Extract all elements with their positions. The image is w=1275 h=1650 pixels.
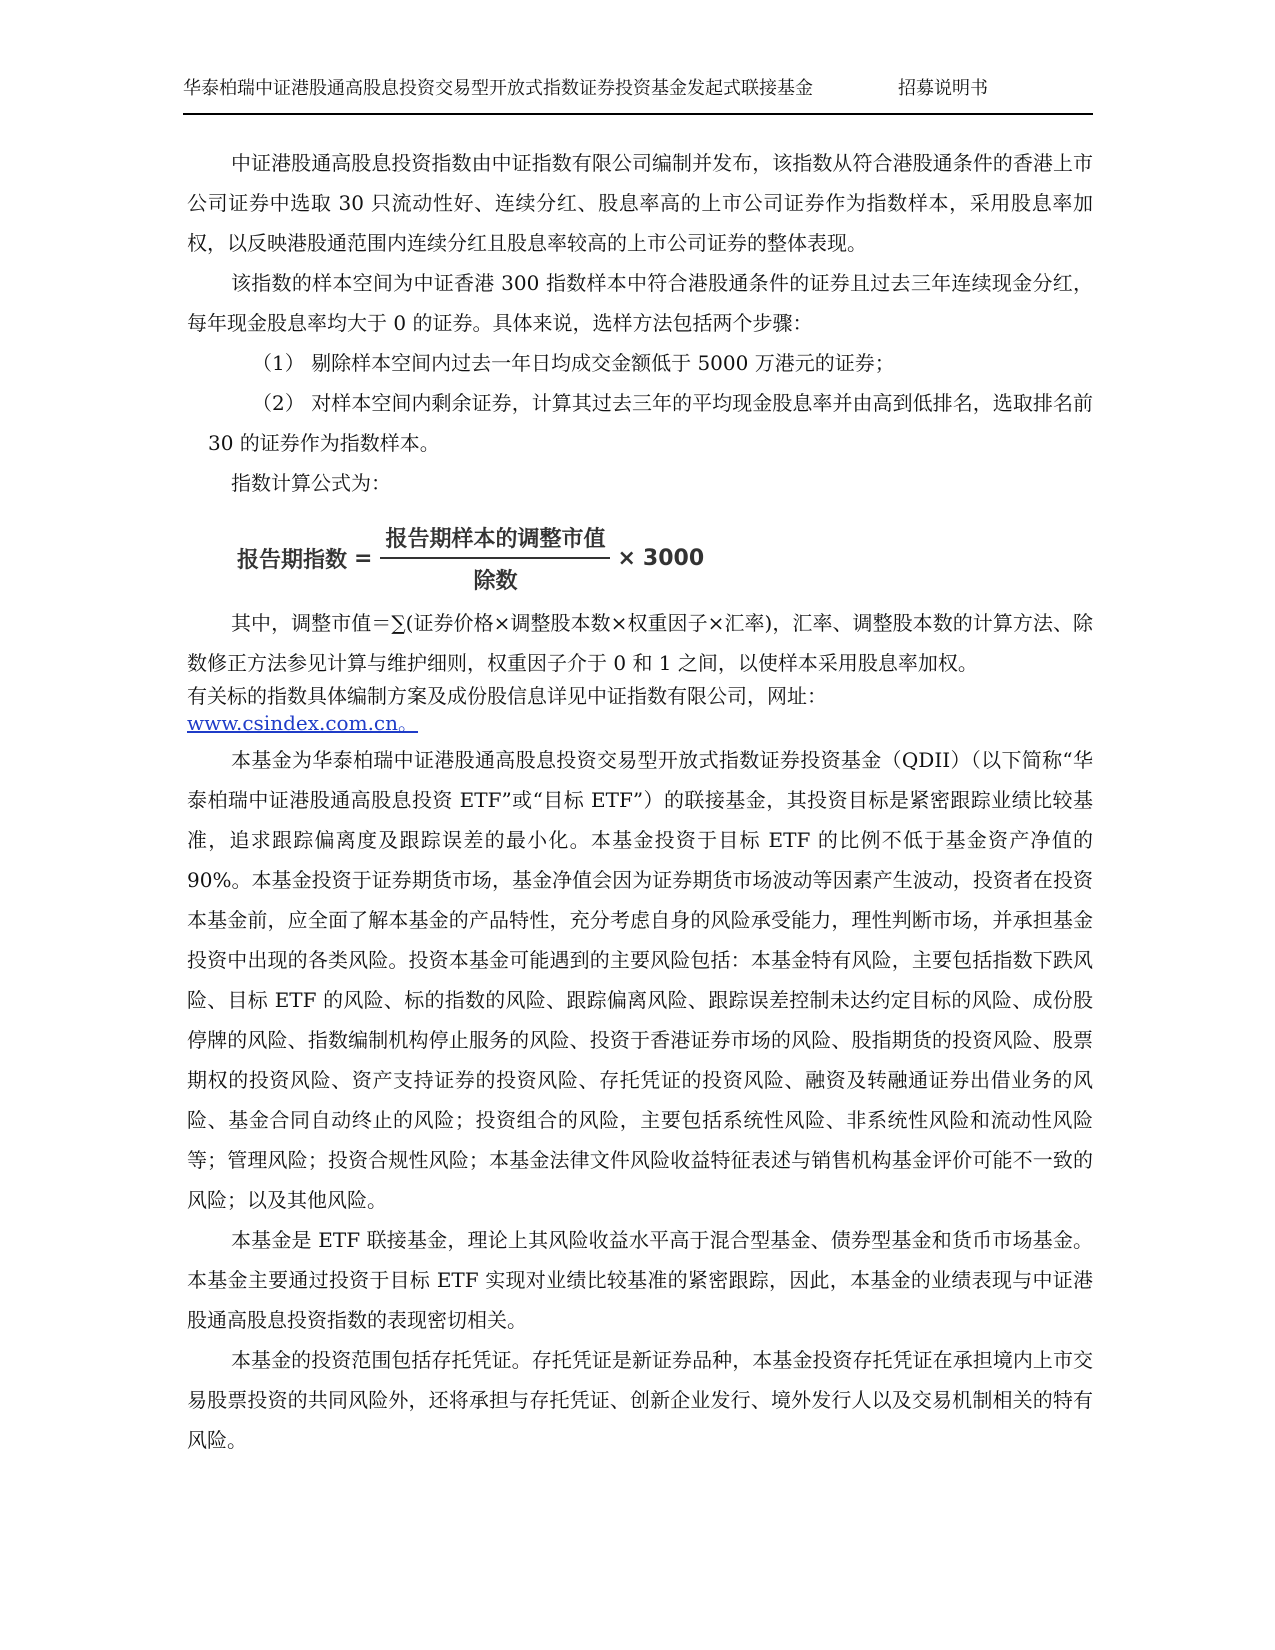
- header-title: 华泰柏瑞中证港股通高股息投资交易型开放式指数证券投资基金发起式联接基金: [183, 78, 813, 99]
- paragraph-fund-risks: 本基金为华泰柏瑞中证港股通高股息投资交易型开放式指数证券投资基金（QDII）（以下简称“华泰柏瑞中证港股通高股息投资 ETF”或“目标 ETF”）的联接基金，其投资目标是紧密跟踪业绩比较基准，追求跟踪偏离度及跟踪误差的最小化。本基金投资于目标 ETF 的比例不低于基金资产净值的 90%。本基金投资于证券期货市场，基金净值会因为证券期货市场波动等因素产生波动，投资者在投资本基金前，应全面了解本基金的产品特性，充分考虑自身的风险承受能力，理性判断市场，并承担基金投资中出现的各类风险。投资本基金可能遇到的主要风险包括：本基金特有风险，主要包括指数下跌风险、目标 ETF 的风险、标的指数的风险、跟踪偏离风险、跟踪误差控制未达约定目标的风险、成份股停牌的风险、指数编制机构停止服务的风险、投资于香港证券市场的风险、股指期货的投资风险、股票期权的投资风险、资产支持证券的投资风险、存托凭证的投资风险、融资及转融通证券出借业务的风险、基金合同自动终止的风险；投资组合的风险，主要包括系统性风险、非系统性风险和流动性风险等；管理风险；投资合规性风险；本基金法律文件风险收益特征表述与销售机构基金评价可能不一致的风险；以及其他风险。: [187, 748, 1093, 1212]
- formula-fraction: [380, 522, 610, 595]
- paragraph-depositary-receipts: 本基金的投资范围包括存托凭证。存托凭证是新证券品种，本基金投资存托凭证在承担境内上市交易股票投资的共同风险外，还将承担与存托凭证、创新企业发行、境外发行人以及交易机制相关的特有风险。: [187, 1348, 1093, 1452]
- formula-denominator: 除数: [473, 568, 518, 594]
- header-rule: [183, 113, 1093, 115]
- page-header: [183, 68, 1093, 98]
- index-info-note: 有关标的指数具体编制方案及成份股信息详见中证指数有限公司，网址：: [187, 684, 827, 708]
- formula-multiplier: 3000: [642, 545, 705, 571]
- selection-step-2: （2） 对样本空间内剩余证券，计算其过去三年的平均现金股息率并由高到低排名，选取排名前 30 的证券作为指数样本。: [208, 391, 1093, 455]
- csindex-link[interactable]: www.csindex.com.cn。: [187, 711, 419, 735]
- paragraph-sample-space: 该指数的样本空间为中证香港 300 指数样本中符合港股通条件的证券且过去三年连续现金分红，每年现金股息率均大于 0 的证券。具体来说，选样方法包括两个步骤：: [187, 271, 1093, 335]
- formula-intro: 指数计算公式为：: [231, 471, 391, 495]
- formula-equals-sign: =: [354, 545, 373, 571]
- selection-step-1: （1） 剔除样本空间内过去一年日均成交金额低于 5000 万港元的证券；: [252, 351, 895, 375]
- formula-left-side: 报告期指数: [237, 547, 348, 573]
- header-doc-type: 招募说明书: [898, 78, 988, 99]
- document-body: [187, 143, 1093, 1460]
- index-formula-image: [237, 513, 777, 603]
- paragraph-etf-linked-fund: 本基金是 ETF 联接基金，理论上其风险收益水平高于混合型基金、债券型基金和货币市场基金。本基金主要通过投资于目标 ETF 实现对业绩比较基准的紧密跟踪，因此，本基金的业绩表现与中证港股通高股息投资指数的表现密切相关。: [187, 1228, 1093, 1332]
- paragraph-index-overview: 中证港股通高股息投资指数由中证指数有限公司编制并发布，该指数从符合港股通条件的香港上市公司证券中选取 30 只流动性好、连续分红、股息率高的上市公司证券作为指数样本，采用股息率加权，以反映港股通范围内连续分红且股息率较高的上市公司证券的整体表现。: [187, 151, 1093, 255]
- paragraph-adjusted-market-value: 其中，调整市值＝∑(证券价格×调整股本数×权重因子×汇率)，汇率、调整股本数的计算方法、除数修正方法参见计算与维护细则，权重因子介于 0 和 1 之间，以使样本采用股息率加权。: [187, 611, 1093, 675]
- formula-times-sign: ×: [617, 545, 636, 571]
- formula-fraction-bar: [380, 557, 610, 559]
- formula-numerator: 报告期样本的调整市值: [385, 526, 606, 552]
